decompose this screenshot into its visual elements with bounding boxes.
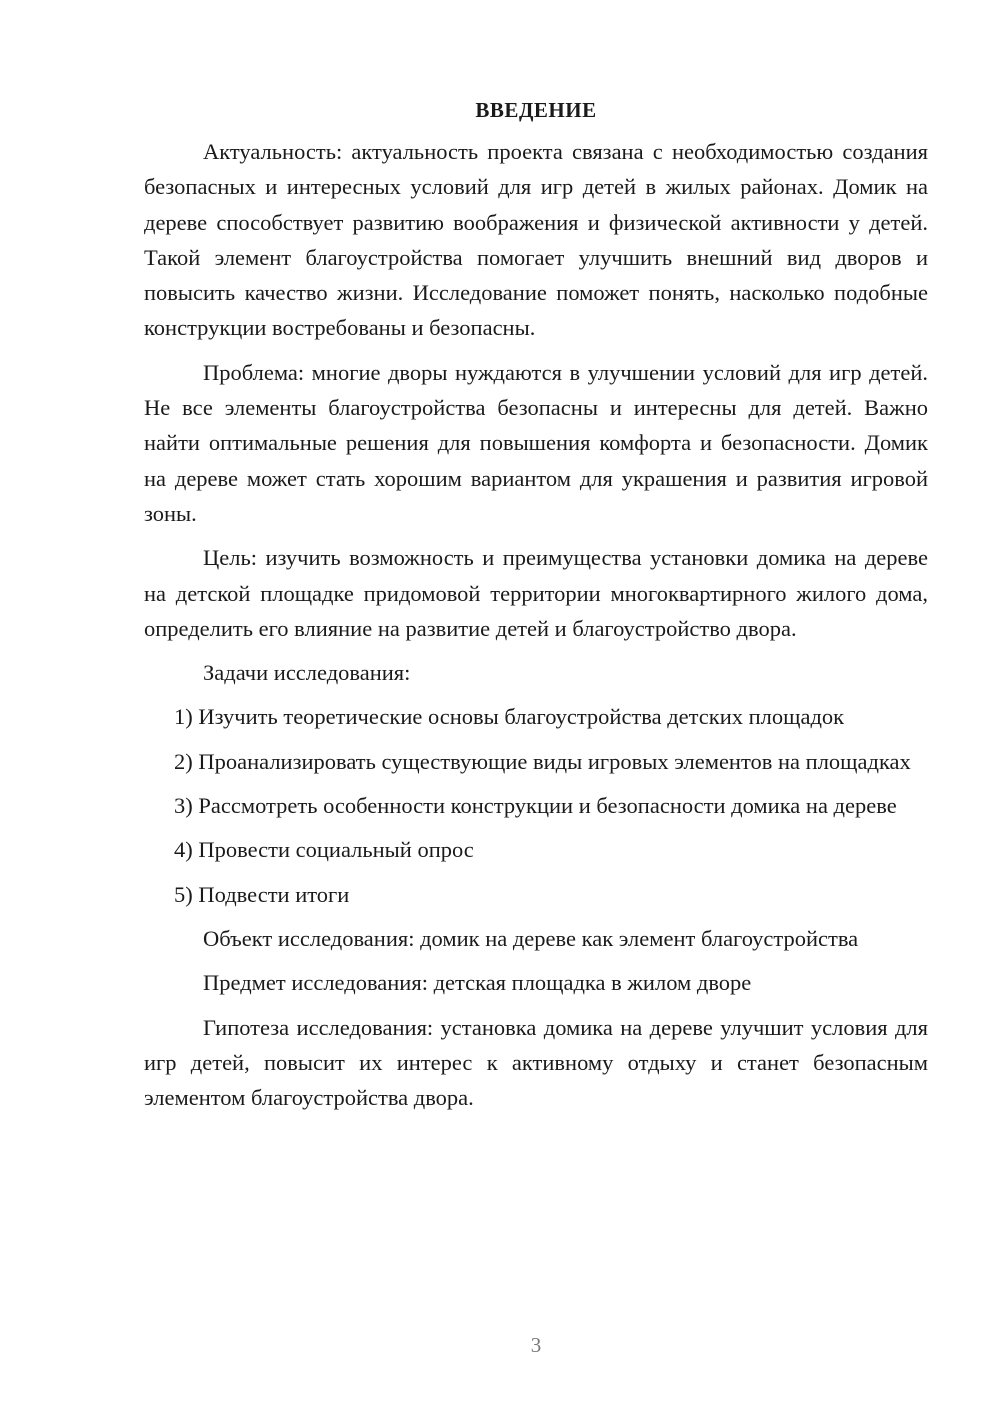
page-title: ВВЕДЕНИЕ (475, 98, 597, 122)
research-subject: Предмет исследования: детская площадка в жилом дворе (203, 970, 752, 996)
task-item: 5) Подвести итоги (174, 881, 350, 907)
task-item: 3) Рассмотреть особенности конструкции и безопасности домика на дереве (174, 793, 897, 819)
task-item: 1) Изучить теоретические основы благоустройства детских площадок (174, 704, 845, 730)
task-item: 4) Провести социальный опрос (174, 837, 474, 863)
relevance-paragraph: Актуальность: актуальность проекта связана с необходимостью создания безопасных и интересных условий для игр детей в жилых районах. Домик на дереве способствует развитию воображения и физической активности у детей. Такой элемент благоустройства помогает улучшить внешний вид дворов и повысить качество жизни. Исследование поможет понять, насколько подобные конструкции востребованы и безопасны. (144, 139, 928, 341)
task-item: 2) Проанализировать существующие виды игровых элементов на площадках (174, 748, 911, 774)
tasks-list (144, 699, 928, 911)
goal-paragraph: Цель: изучить возможность и преимущества установки домика на дереве на детской площадке придомовой территории многоквартирного жилого дома, определить его влияние на развитие детей и благоустройство двора. (144, 545, 928, 641)
problem-paragraph: Проблема: многие дворы нуждаются в улучшении условий для игр детей. Не все элементы благоустройства безопасны и интересны для детей. Важно найти оптимальные решения для повышения комфорта и безопасности. Домик на дереве может стать хорошим вариантом для украшения и развития игровой зоны. (144, 359, 928, 526)
document-page (144, 96, 928, 1124)
tasks-heading: Задачи исследования: (203, 660, 411, 686)
page-number: 3 (530, 1333, 542, 1357)
research-object: Объект исследования: домик на дереве как элемент благоустройства (203, 925, 859, 951)
hypothesis-paragraph: Гипотеза исследования: установка домика на дереве улучшит условия для игр детей, повысит их интерес к активному отдыху и станет безопасным элементом благоустройства двора. (144, 1014, 928, 1111)
